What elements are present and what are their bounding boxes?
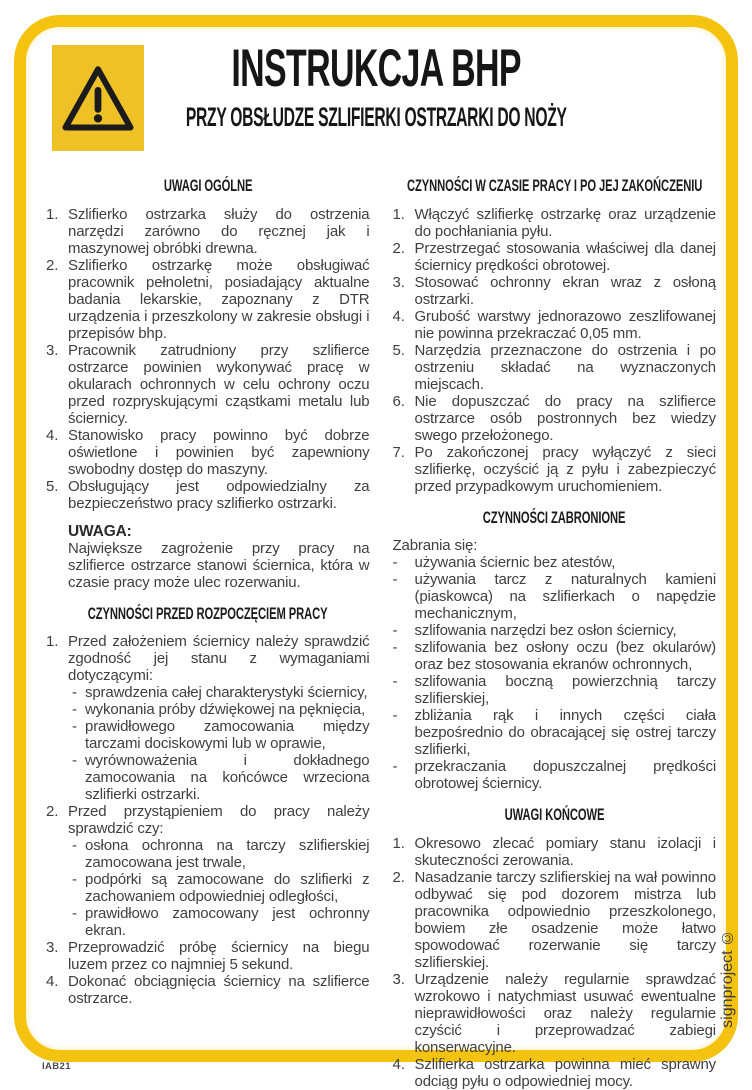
section-heading-label: CZYNNOŚCI W CZASIE PRACY I PO JEJ ZAKOŃCZENIU [406, 176, 702, 195]
list-marker: - [392, 707, 398, 725]
numbered-list [393, 835, 717, 1090]
list-item [393, 393, 717, 444]
list-item [393, 342, 717, 393]
warning-note [46, 523, 370, 591]
list-item-text: Stanowisko pracy powinno być dobrze oświetlone i powinien być zapewniony swobodny dostęp do maszyny. [68, 426, 370, 478]
list-item [393, 554, 717, 571]
page-title: INSTRUKCJA BHP [231, 39, 521, 98]
publisher-credit: signproject © [719, 929, 736, 1028]
list-item [393, 240, 717, 274]
list-item [46, 427, 370, 478]
section-heading [393, 805, 717, 825]
list-item-text: Obsługujący jest odpowiedzialny za bezpieczeństwo pracy szlifierko ostrzarki. [68, 477, 370, 512]
list-marker: 4. [392, 307, 405, 325]
list-marker: - [392, 571, 398, 589]
list-item-text: Dokonać obciągnięcia ściernicy na szlifierce ostrzarce. [68, 973, 370, 1008]
list-marker: 3. [392, 970, 405, 988]
section-heading-label: CZYNNOŚCI ZABRONIONE [482, 507, 626, 527]
list-marker: 3. [46, 939, 59, 957]
sub-list-item [46, 871, 370, 905]
list-item-text: Okresowo zlecać pomiary stanu izolacji i skuteczności zerowania. [414, 834, 716, 869]
list-marker: 7. [392, 443, 405, 461]
list-item [393, 206, 717, 240]
list-item [393, 444, 717, 495]
sub-list-marker: - [72, 837, 77, 855]
section-heading [393, 176, 717, 196]
sub-list-item [46, 718, 370, 752]
list-item-text: przekraczania dopuszczalnej prędkości obrotowej ściernicy. [414, 758, 716, 793]
section-heading-label: CZYNNOŚCI PRZED ROZPOCZĘCIEM PRACY [87, 603, 328, 623]
sub-list-item-text: prawidłowo zamocowany jest ochronny ekran. [85, 905, 370, 940]
page-subtitle: PRZY OBSŁUDZE SZLIFIERKI OSTRZARKI DO NOŻY [185, 102, 567, 132]
list-item-text: Przed przystąpieniem do pracy należy sprawdzić czy: [68, 803, 370, 838]
list-item-text: Przeprowadzić próbę ściernicy na biegu luzem przez co najmniej 5 sekund. [68, 939, 370, 974]
sub-list-item-text: wykonania próby dźwiękowej na pęknięcia, [85, 701, 365, 719]
sub-list-marker: - [72, 701, 77, 719]
list-item [393, 707, 717, 758]
list-item-text: zbliżania rąk i innych części ciała bezpośrednio do obracającej się ostrej tarczy szlifierki, [414, 707, 716, 759]
list-item-text: Grubość warstwy jednorazowo zeszlifowanej nie powinna przekraczać 0,05 mm. [414, 307, 716, 342]
list-item [393, 869, 717, 971]
list-item-text: Włączyć szlifierkę ostrzarkę oraz urządzenie do pochłaniania pyłu. [414, 205, 716, 240]
list-item [393, 673, 717, 707]
list-marker: 2. [392, 239, 405, 257]
numbered-list [393, 206, 717, 495]
list-item [393, 622, 717, 639]
list-item-text: Po zakończonej pracy wyłączyć z sieci szlifierkę, oczyścić ją z pyłu i zabezpieczyć przed przypadkowym uruchomieniem. [414, 443, 716, 495]
sub-list-item-text: osłona ochronna na tarczy szlifierskiej zamocowana jest trwale, [85, 837, 370, 872]
sub-list-item [46, 684, 370, 701]
list-item-text: Nie dopuszczać do pracy na szlifierce ostrzarce osób postronnych bez wiedzy swego przełożonego. [414, 392, 716, 444]
section-heading [46, 604, 370, 624]
list-marker: - [392, 639, 398, 657]
list-item [393, 571, 717, 622]
sub-list-item-text: prawidłowego zamocowania między tarczami dociskowymi lub w oprawie, [85, 718, 370, 753]
list-marker: 1. [392, 834, 405, 852]
list-marker: 4. [46, 973, 59, 991]
list-item-text: używania ściernic bez atestów, [414, 554, 616, 572]
sub-list-item [46, 905, 370, 939]
right-column [392, 172, 717, 1090]
list-marker: 1. [46, 633, 59, 651]
sub-list-marker: - [72, 718, 77, 736]
section-heading-label: UWAGI OGÓLNE [163, 176, 253, 195]
sub-list-item [46, 701, 370, 718]
list-item [46, 257, 370, 342]
warning-note-label: UWAGA: [68, 522, 132, 540]
list-item [46, 803, 370, 837]
list-marker: 4. [46, 426, 59, 444]
list-marker: 2. [392, 868, 405, 886]
list-item-text: Przed założeniem ściernicy należy sprawdzić zgodność jej stanu z wymaganiami dotyczącymi: [68, 633, 370, 685]
list-marker: 1. [46, 205, 59, 223]
list-item-text: używania tarcz z naturalnych kamieni (piaskowca) na szlifierkach o napędzie mechanicznym, [414, 571, 716, 623]
list-marker: 5. [46, 477, 59, 495]
list-item-text: Przestrzegać stosowania właściwej dla danej ściernicy prędkości obrotowej. [414, 239, 716, 274]
list-marker: - [392, 758, 398, 776]
list-marker: 2. [46, 803, 59, 821]
poster-header [0, 39, 752, 132]
list-item [46, 342, 370, 427]
list-item-text: Pracownik zatrudniony przy szlifierce ostrzarce powinien wykonywać pracę w okularach ochronnych w celu ochrony oczu przed rozpryskującymi cząstkami metalu lub ściernicy. [68, 341, 370, 427]
numbered-list [46, 206, 370, 512]
list-item [393, 971, 717, 1056]
list-item [46, 633, 370, 684]
sub-list-item-text: wyrównoważenia i dokładnego zamocowania na końcówce wrzeciona szlifierki ostrzarki. [85, 752, 370, 804]
numbered-list [46, 633, 370, 1007]
list-item [393, 639, 717, 673]
list-marker: - [392, 554, 398, 572]
list-marker: 5. [392, 341, 405, 359]
warning-note-text: Największe zagrożenie przy pracy na szlifierce ostrzarce stanowi ściernica, która w czasie pracy może ulec rozerwaniu. [68, 539, 370, 591]
list-item-text: Narzędzia przeznaczone do ostrzenia i po ostrzeniu składać na wyznaczonych miejscach. [414, 341, 716, 393]
list-item-text: szlifowania narzędzi bez osłon ściernicy, [414, 622, 677, 640]
list-item-text: Szlifierka ostrzarka powinna mieć sprawny odciąg pyłu o odpowiedniej mocy. [414, 1055, 716, 1090]
list-item-text: Nasadzanie tarczy szlifierskiej na wał powinno odbywać się pod dozorem mistrza lub pracownika odpowiednio przeszkolonego, bowiem złe osadzenie może łatwo spowodować rozerwanie się tarczy szlifierskiej. [414, 868, 716, 971]
sub-list-item [46, 752, 370, 803]
sub-list-marker: - [72, 752, 77, 770]
list-item [393, 1056, 717, 1090]
list-intro: Zabrania się: [392, 537, 478, 555]
catalog-code: IAB21 [42, 1061, 71, 1072]
list-item [393, 835, 717, 869]
list-marker: 3. [392, 273, 405, 291]
sub-list-marker: - [72, 684, 77, 702]
list-item-text: szlifowania bez osłony oczu (bez okularów) oraz bez stosowania ekranów ochronnych, [414, 639, 716, 674]
list-item [46, 939, 370, 973]
dashed-list [393, 554, 717, 792]
list-marker: - [392, 622, 398, 640]
section-heading [46, 176, 370, 196]
list-item [46, 973, 370, 1007]
left-column [46, 172, 370, 1050]
list-item [393, 274, 717, 308]
sub-list-marker: - [72, 871, 77, 889]
list-item-text: Urządzenie należy regularnie sprawdzać wzrokowo i natychmiast usuwać ewentualne nieprawidłowości oraz należy regularnie czyścić i przeprowadzać zabiegi konserwacyjne. [414, 970, 716, 1056]
list-item [46, 206, 370, 257]
sub-list-item-text: sprawdzenia całej charakterystyki ściernicy, [85, 684, 368, 702]
list-marker: 6. [392, 392, 405, 410]
list-item [393, 758, 717, 792]
section-heading-label: UWAGI KOŃCOWE [504, 805, 605, 825]
list-item-text: szlifowania boczną powierzchnią tarczy szlifierskiej, [414, 673, 716, 708]
sub-list-marker: - [72, 905, 77, 923]
list-marker: 4. [392, 1055, 405, 1073]
list-item [46, 478, 370, 512]
list-marker: 1. [392, 205, 405, 223]
list-marker: - [392, 673, 398, 691]
sub-list-item-text: podpórki są zamocowane do szlifierki z zachowaniem odpowiedniej odległości, [85, 871, 370, 906]
section-heading [393, 508, 717, 528]
list-item-text: Szlifierko ostrzarka służy do ostrzenia narzędzi zarówno do ręcznej jak i maszynowej obróbki drewna. [68, 205, 370, 257]
list-item-text: Stosować ochronny ekran wraz z osłoną ostrzarki. [414, 273, 716, 308]
list-marker: 3. [46, 341, 59, 359]
list-item [393, 308, 717, 342]
list-item-text: Szlifierko ostrzarkę może obsługiwać pracownik pełnoletni, posiadający aktualne badania lekarskie, zapoznany z DTR urządzenia i przeszkolony w zakresie obsługi i przepisów bhp. [68, 256, 370, 342]
list-marker: 2. [46, 256, 59, 274]
sub-list-item [46, 837, 370, 871]
